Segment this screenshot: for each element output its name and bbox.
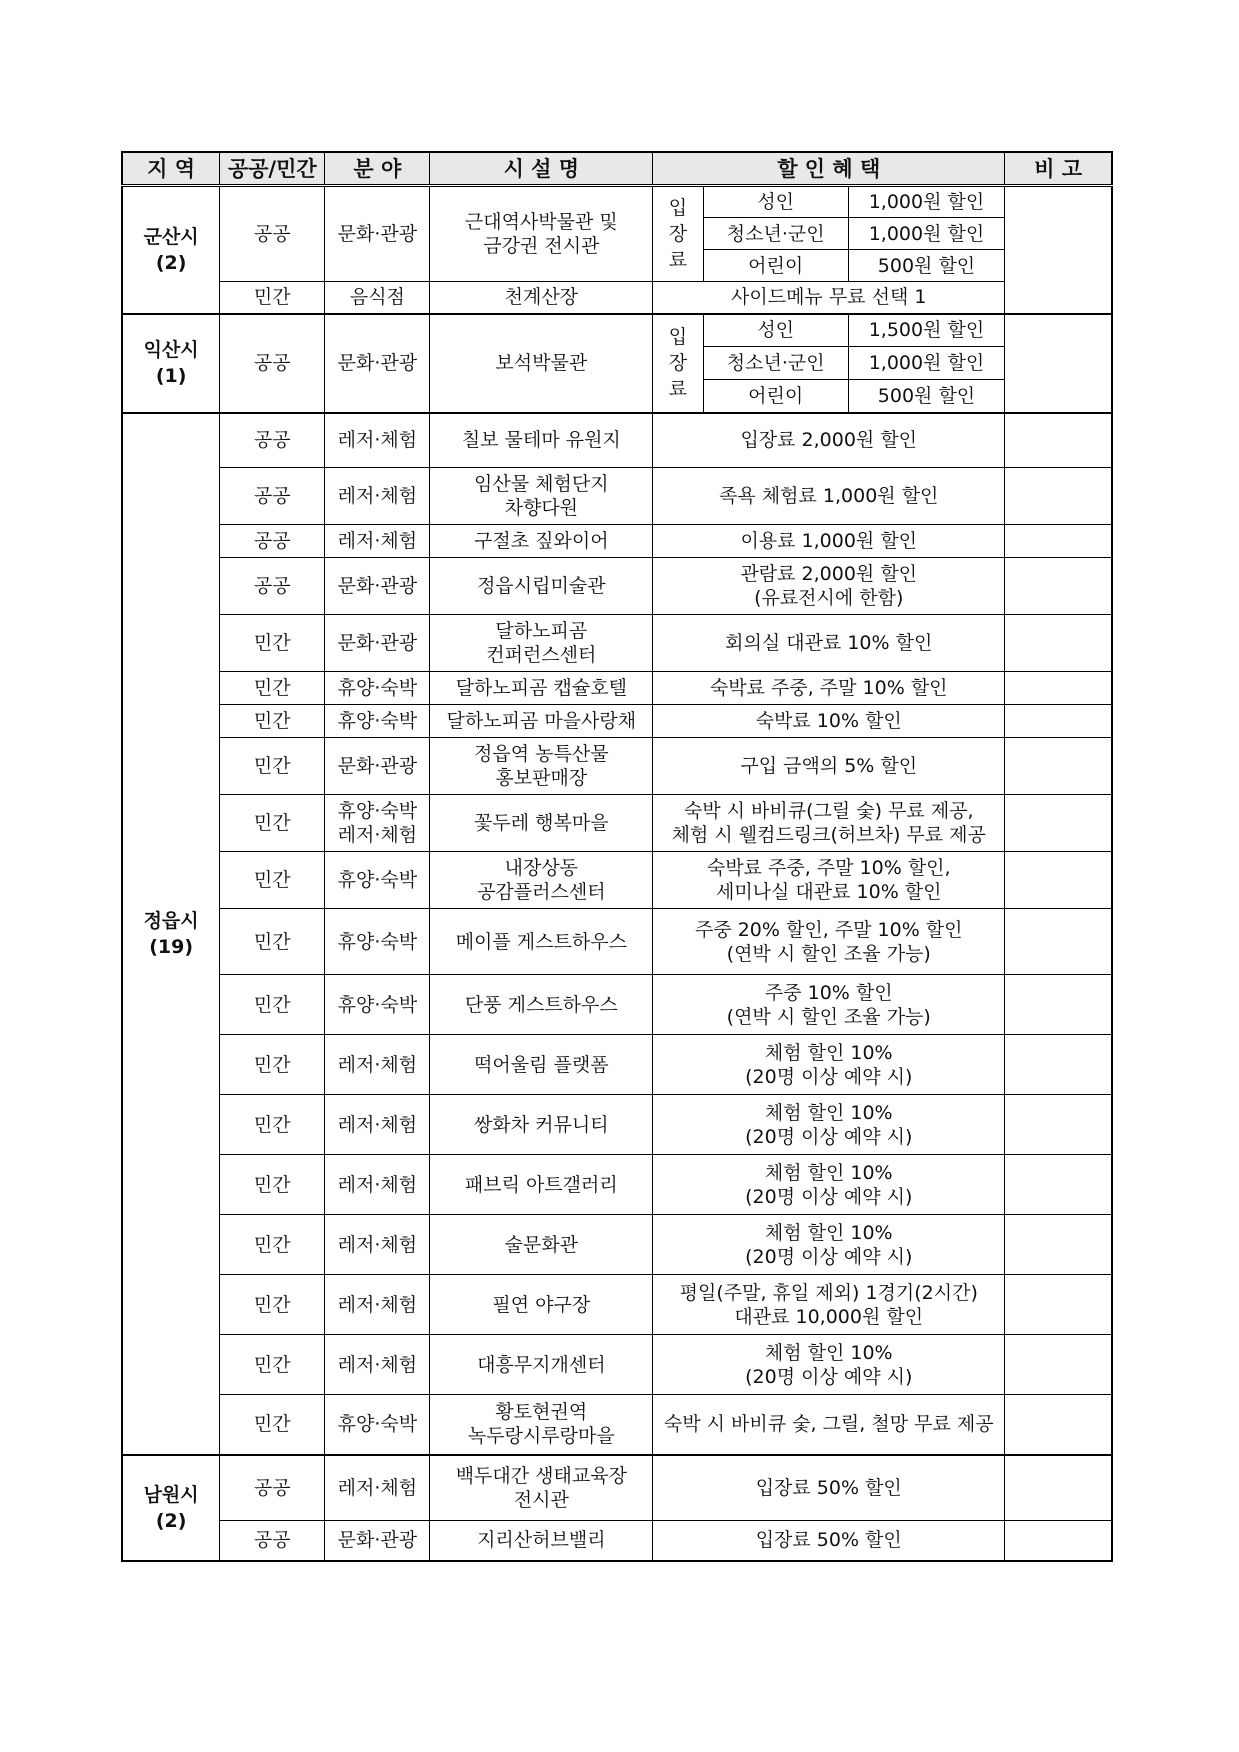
field-cell: 휴양·숙박: [325, 852, 430, 909]
facility-cell: 단풍 게스트하우스: [430, 975, 653, 1035]
note-cell: [1005, 468, 1112, 525]
type-cell: 민간: [220, 705, 325, 738]
tier-who: 성인: [703, 314, 848, 347]
facility-cell: 내장상동 공감플러스센터: [430, 852, 653, 909]
type-cell: 민간: [220, 1035, 325, 1095]
facility-cell: 필연 야구장: [430, 1275, 653, 1335]
field-cell: 휴양·숙박: [325, 705, 430, 738]
region-count: (2): [155, 251, 187, 274]
facility-cell: 천계산장: [430, 282, 653, 314]
facility-cell: 떡어울림 플랫폼: [430, 1035, 653, 1095]
table-row: [122, 1215, 1112, 1275]
benefit-cell: 숙박료 주중, 주말 10% 할인, 세미나실 대관료 10% 할인: [653, 852, 1005, 909]
benefit-cell: 체험 할인 10% (20명 이상 예약 시): [653, 1095, 1005, 1155]
field-cell: 문화·관광: [325, 615, 430, 672]
note-cell: [1005, 705, 1112, 738]
facility-cell: 술문화관: [430, 1215, 653, 1275]
benefit-cell: 입장료 50% 할인: [653, 1455, 1005, 1521]
field-cell: 레저·체험: [325, 1275, 430, 1335]
discount-table: [121, 151, 1113, 1562]
region-count: (1): [155, 365, 187, 387]
region-count: (2): [155, 1509, 187, 1532]
tier-discount: 500원 할인: [848, 250, 1005, 282]
note-cell: [1005, 1521, 1112, 1561]
facility-cell: 꽃두레 행복마을: [430, 795, 653, 852]
note-cell: [1005, 795, 1112, 852]
note-cell: [1005, 314, 1112, 413]
note-cell: [1005, 1335, 1112, 1395]
field-cell: 문화·관광: [325, 738, 430, 795]
region-cell: [122, 1455, 220, 1561]
header-region: 지 역: [122, 152, 220, 186]
region-count: (19): [149, 935, 194, 958]
table-row: [122, 1521, 1112, 1561]
benefit-cell: 숙박료 주중, 주말 10% 할인: [653, 672, 1005, 705]
note-cell: [1005, 413, 1112, 468]
table-row: [122, 852, 1112, 909]
table-row: [122, 1035, 1112, 1095]
benefit-cell: 숙박 시 바비큐(그릴 숯) 무료 제공, 체험 시 웰컴드링크(허브차) 무료 제공: [653, 795, 1005, 852]
type-cell: 민간: [220, 1095, 325, 1155]
benefit-cell: 입장료 50% 할인: [653, 1521, 1005, 1561]
field-cell: 음식점: [325, 282, 430, 314]
note-cell: [1005, 1455, 1112, 1521]
note-cell: [1005, 1035, 1112, 1095]
note-cell: [1005, 1155, 1112, 1215]
table-row: [122, 314, 1112, 347]
tier-discount: 1,000원 할인: [848, 186, 1005, 218]
table-row: [122, 795, 1112, 852]
table-row: [122, 1155, 1112, 1215]
benefit-cell: 숙박료 10% 할인: [653, 705, 1005, 738]
benefit-cell: 평일(주말, 휴일 제외) 1경기(2시간) 대관료 10,000원 할인: [653, 1275, 1005, 1335]
field-cell: 휴양·숙박: [325, 909, 430, 975]
note-cell: [1005, 852, 1112, 909]
type-cell: 공공: [220, 558, 325, 615]
facility-cell: 백두대간 생태교육장 전시관: [430, 1455, 653, 1521]
region-name: 익산시: [143, 339, 199, 361]
facility-cell: 정읍시립미술관: [430, 558, 653, 615]
type-cell: 공공: [220, 186, 325, 282]
region-name: 정읍시: [143, 909, 199, 932]
admission-label: 입 장 료: [653, 186, 703, 282]
benefit-cell: 구입 금액의 5% 할인: [653, 738, 1005, 795]
benefit-cell: 족욕 체험료 1,000원 할인: [653, 468, 1005, 525]
table-row: [122, 1095, 1112, 1155]
type-cell: 민간: [220, 909, 325, 975]
tier-discount: 1,000원 할인: [848, 218, 1005, 250]
table-row: [122, 615, 1112, 672]
type-cell: 공공: [220, 413, 325, 468]
field-cell: 문화·관광: [325, 186, 430, 282]
benefit-cell: 입장료 2,000원 할인: [653, 413, 1005, 468]
facility-cell: 정읍역 농특산물 홍보판매장: [430, 738, 653, 795]
type-cell: 민간: [220, 282, 325, 314]
type-cell: 민간: [220, 1335, 325, 1395]
table-row: [122, 1335, 1112, 1395]
tier-who: 어린이: [703, 250, 848, 282]
type-cell: 민간: [220, 672, 325, 705]
tier-discount: 1,000원 할인: [848, 347, 1005, 380]
field-cell: 레저·체험: [325, 1215, 430, 1275]
table-row: [122, 186, 1112, 218]
tier-discount: 1,500원 할인: [848, 314, 1005, 347]
header-type: 공공/민간: [220, 152, 325, 186]
facility-cell: 황토현권역 녹두랑시루랑마을: [430, 1395, 653, 1455]
note-cell: [1005, 672, 1112, 705]
region-name: 군산시: [143, 225, 199, 248]
type-cell: 공공: [220, 468, 325, 525]
facility-cell: 달하노피곰 컨퍼런스센터: [430, 615, 653, 672]
facility-cell: 패브릭 아트갤러리: [430, 1155, 653, 1215]
benefit-cell: 주중 20% 할인, 주말 10% 할인 (연박 시 할인 조율 가능): [653, 909, 1005, 975]
benefit-cell: 주중 10% 할인 (연박 시 할인 조율 가능): [653, 975, 1005, 1035]
facility-cell: 임산물 체험단지 차향다원: [430, 468, 653, 525]
note-cell: [1005, 1095, 1112, 1155]
type-cell: 민간: [220, 1215, 325, 1275]
note-cell: [1005, 1395, 1112, 1455]
type-cell: 민간: [220, 738, 325, 795]
facility-cell: 달하노피곰 캡슐호텔: [430, 672, 653, 705]
type-cell: 민간: [220, 1155, 325, 1215]
note-cell: [1005, 1215, 1112, 1275]
benefit-cell: 숙박 시 바비큐 숯, 그릴, 철망 무료 제공: [653, 1395, 1005, 1455]
field-cell: 레저·체험: [325, 1335, 430, 1395]
benefit-cell: 체험 할인 10% (20명 이상 예약 시): [653, 1035, 1005, 1095]
type-cell: 공공: [220, 525, 325, 558]
note-cell: [1005, 1275, 1112, 1335]
note-cell: [1005, 525, 1112, 558]
field-cell: 레저·체험: [325, 525, 430, 558]
facility-cell: 근대역사박물관 및 금강권 전시관: [430, 186, 653, 282]
table-row: [122, 1455, 1112, 1521]
facility-cell: 칠보 물테마 유원지: [430, 413, 653, 468]
facility-cell: 대흥무지개센터: [430, 1335, 653, 1395]
note-cell: [1005, 615, 1112, 672]
field-cell: 레저·체험: [325, 1035, 430, 1095]
admission-label: 입 장 료: [653, 314, 703, 413]
field-cell: 레저·체험: [325, 1155, 430, 1215]
tier-who: 청소년·군인: [703, 218, 848, 250]
facility-cell: 지리산허브밸리: [430, 1521, 653, 1561]
field-cell: 휴양·숙박: [325, 975, 430, 1035]
header-benefit: 할 인 혜 택: [653, 152, 1005, 186]
table-row: [122, 909, 1112, 975]
field-cell: 휴양·숙박: [325, 1395, 430, 1455]
field-cell: 휴양·숙박: [325, 672, 430, 705]
note-cell: [1005, 909, 1112, 975]
header-field: 분 야: [325, 152, 430, 186]
region-cell: [122, 186, 220, 314]
type-cell: 민간: [220, 975, 325, 1035]
field-cell: 레저·체험: [325, 1455, 430, 1521]
tier-who: 성인: [703, 186, 848, 218]
field-cell: 문화·관광: [325, 558, 430, 615]
field-cell: 문화·관광: [325, 1521, 430, 1561]
type-cell: 공공: [220, 1455, 325, 1521]
tier-discount: 500원 할인: [848, 380, 1005, 413]
tier-who: 청소년·군인: [703, 347, 848, 380]
note-cell: [1005, 558, 1112, 615]
table-row: [122, 975, 1112, 1035]
table-row: [122, 413, 1112, 468]
field-cell: 휴양·숙박 레저·체험: [325, 795, 430, 852]
benefit-cell: 이용료 1,000원 할인: [653, 525, 1005, 558]
note-cell: [1005, 738, 1112, 795]
region-cell: [122, 314, 220, 413]
table-row: [122, 558, 1112, 615]
table-row: [122, 705, 1112, 738]
field-cell: 레저·체험: [325, 1095, 430, 1155]
facility-cell: 보석박물관: [430, 314, 653, 413]
facility-cell: 구절초 짚와이어: [430, 525, 653, 558]
header-facility: 시 설 명: [430, 152, 653, 186]
header-note: 비 고: [1005, 152, 1112, 186]
table-row: [122, 672, 1112, 705]
type-cell: 민간: [220, 615, 325, 672]
benefit-cell: 회의실 대관료 10% 할인: [653, 615, 1005, 672]
table-row: [122, 1395, 1112, 1455]
benefit-cell: 사이드메뉴 무료 선택 1: [653, 282, 1005, 314]
type-cell: 공공: [220, 314, 325, 413]
type-cell: 민간: [220, 795, 325, 852]
benefit-cell: 관람료 2,000원 할인 (유료전시에 한함): [653, 558, 1005, 615]
table-row: [122, 1275, 1112, 1335]
table-row: [122, 738, 1112, 795]
benefit-cell: 체험 할인 10% (20명 이상 예약 시): [653, 1215, 1005, 1275]
benefit-cell: 체험 할인 10% (20명 이상 예약 시): [653, 1155, 1005, 1215]
facility-cell: 메이플 게스트하우스: [430, 909, 653, 975]
type-cell: 민간: [220, 852, 325, 909]
benefit-cell: 체험 할인 10% (20명 이상 예약 시): [653, 1335, 1005, 1395]
table-row: [122, 468, 1112, 525]
facility-cell: 달하노피곰 마을사랑채: [430, 705, 653, 738]
table-row: [122, 525, 1112, 558]
field-cell: 문화·관광: [325, 314, 430, 413]
note-cell: [1005, 975, 1112, 1035]
facility-cell: 쌍화차 커뮤니티: [430, 1095, 653, 1155]
type-cell: 민간: [220, 1395, 325, 1455]
field-cell: 레저·체험: [325, 468, 430, 525]
region-cell: [122, 413, 220, 1455]
tier-who: 어린이: [703, 380, 848, 413]
note-cell: [1005, 186, 1112, 314]
type-cell: 민간: [220, 1275, 325, 1335]
table-row: [122, 282, 1112, 314]
field-cell: 레저·체험: [325, 413, 430, 468]
region-name: 남원시: [143, 1483, 199, 1506]
header-row: [122, 152, 1112, 186]
type-cell: 공공: [220, 1521, 325, 1561]
